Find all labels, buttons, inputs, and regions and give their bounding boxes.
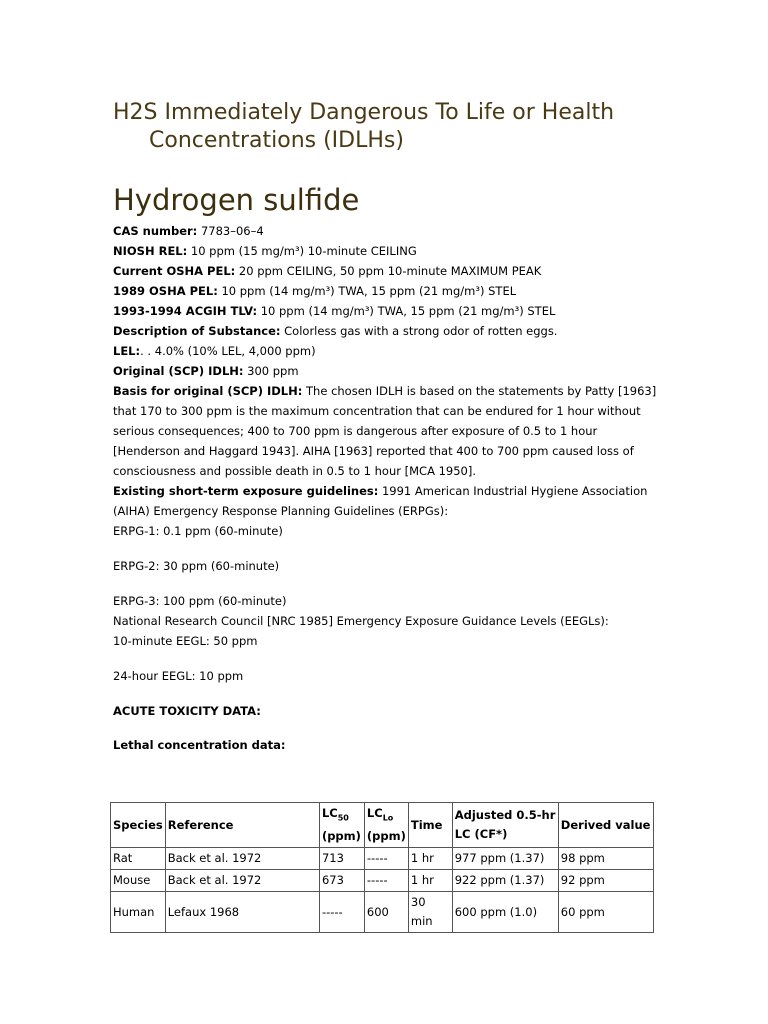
lethal-concentration-table	[110, 802, 654, 933]
title-line-2: Concentrations (IDLHs)	[149, 128, 404, 153]
table-header-row	[111, 803, 654, 848]
col-lc50: $LC_{50}$ (ppm)	[319, 803, 364, 848]
field-short-term-guidelines: Existing short-term exposure guidelines: 1991 American Industrial Hygiene Association (AIHA) Emergency Response Planning Guidelines (ERPGs):	[113, 484, 648, 518]
table-row: Rat Back et al. 1972 713 ----- 1 hr 977 ppm (1.37) 98 ppm	[111, 848, 654, 870]
field-osha-pel: Current OSHA PEL: 20 ppm CEILING, 50 ppm 10-minute MAXIMUM PEAK	[113, 264, 542, 278]
col-lclo: $LC_{Lo}$ (ppm)	[364, 803, 408, 848]
col-time: Time	[408, 803, 452, 848]
substance-heading: Hydrogen sulfide	[113, 183, 360, 217]
field-1989-osha-pel: 1989 OSHA PEL: 10 ppm (14 mg/m³) TWA, 15 ppm (21 mg/m³) STEL	[113, 284, 517, 298]
document-body	[113, 221, 658, 755]
field-lel: LEL:. . 4.0% (10% LEL, 4,000 ppm)	[113, 344, 316, 358]
eegl-10-minute: 10-minute EEGL: 50 ppm	[113, 634, 258, 648]
col-species: Species	[111, 803, 166, 848]
col-adjusted: Adjusted 0.5-hr LC (CF*)	[452, 803, 558, 848]
table-row: Mouse Back et al. 1972 673 ----- 1 hr 922 ppm (1.37) 92 ppm	[111, 870, 654, 892]
field-original-idlh: Original (SCP) IDLH: 300 ppm	[113, 364, 299, 378]
lethal-concentration-heading: Lethal concentration data:	[113, 738, 286, 752]
col-derived: Derived value	[558, 803, 653, 848]
acute-toxicity-heading: ACUTE TOXICITY DATA:	[113, 704, 261, 718]
nrc-eegl-intro: National Research Council [NRC 1985] Emergency Exposure Guidance Levels (EEGLs):	[113, 614, 609, 628]
field-cas: CAS number: 7783–06–4	[113, 224, 264, 238]
page-title	[113, 99, 673, 155]
eegl-24-hour: 24-hour EEGL: 10 ppm	[113, 669, 244, 683]
col-reference: Reference	[165, 803, 319, 848]
field-basis-idlh: Basis for original (SCP) IDLH: The chosen IDLH is based on the statements by Patty [1963] that 170 to 300 ppm is the maximum concentration that can be endured for 1 hour without serious consequences; 400 to 700 ppm is dangerous after exposure of 0.5 to 1 hour [Henderson and Haggard 1943]. AIHA [1963] reported that 400 to 700 ppm caused loss of consciousness and possible death in 0.5 to 1 hour [MCA 1950].	[113, 384, 657, 478]
field-description: Description of Substance: Colorless gas with a strong odor of rotten eggs.	[113, 324, 558, 338]
erpg-3: ERPG-3: 100 ppm (60-minute)	[113, 594, 287, 608]
field-acgih-tlv: 1993-1994 ACGIH TLV: 10 ppm (14 mg/m³) TWA, 15 ppm (21 mg/m³) STEL	[113, 304, 556, 318]
erpg-1: ERPG-1: 0.1 ppm (60-minute)	[113, 524, 283, 538]
table-row: Human Lefaux 1968 ----- 600 30 min 600 ppm (1.0) 60 ppm	[111, 892, 654, 933]
erpg-2: ERPG-2: 30 ppm (60-minute)	[113, 559, 280, 573]
field-niosh-rel: NIOSH REL: 10 ppm (15 mg/m³) 10-minute CEILING	[113, 244, 417, 258]
title-line-1: H2S Immediately Dangerous To Life or Health	[113, 100, 615, 125]
